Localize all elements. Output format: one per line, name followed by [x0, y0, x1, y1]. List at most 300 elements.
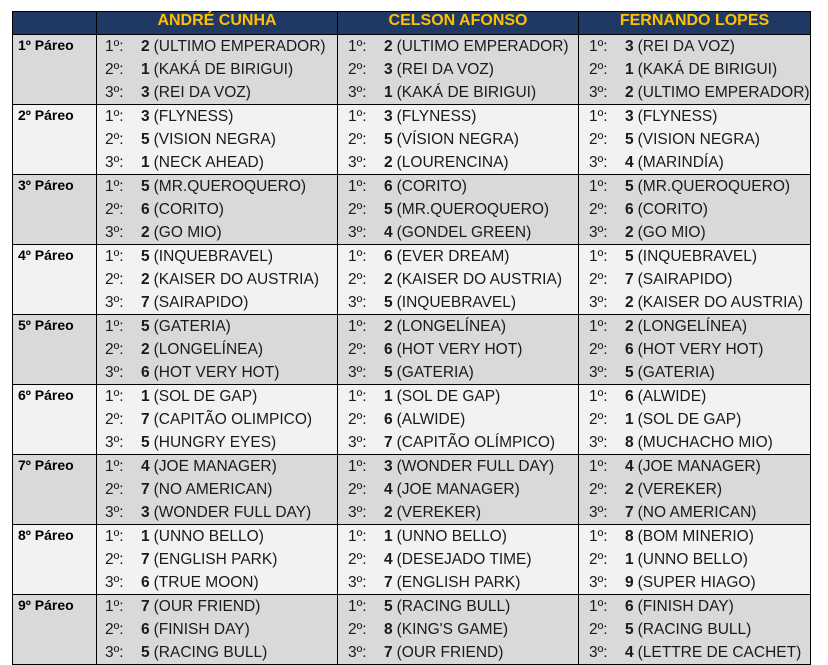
placing-label: 1º:	[589, 598, 608, 615]
horse-number: 7	[384, 644, 393, 661]
pick-line	[338, 291, 578, 314]
horse-name: (GO MIO)	[153, 224, 222, 241]
placing-label: 2º:	[348, 411, 367, 428]
placing-label: 2º:	[105, 131, 124, 148]
horse-name: (OUR FRIEND)	[153, 598, 261, 615]
placing-label: 2º:	[105, 481, 124, 498]
horse-number: 1	[625, 61, 634, 78]
horse-number: 2	[625, 224, 634, 241]
horse-number: 4	[384, 551, 393, 568]
table-row	[13, 525, 811, 595]
horse-name: (ENGLISH PARK)	[396, 574, 521, 591]
pick-line	[579, 431, 810, 454]
horse-name: (VÍSION NEGRA)	[396, 131, 519, 148]
pick-line	[97, 105, 337, 128]
placing-label: 2º:	[589, 621, 608, 638]
pick-line	[579, 595, 810, 618]
placing-label: 2º:	[589, 551, 608, 568]
pick-line	[579, 175, 810, 198]
pick-line	[338, 478, 578, 501]
pick-line	[97, 455, 337, 478]
horse-name: (LETTRE DE CACHET)	[637, 644, 802, 661]
horse-number: 7	[625, 271, 634, 288]
pick-line	[338, 408, 578, 431]
horse-number: 2	[141, 224, 150, 241]
horse-number: 6	[625, 598, 634, 615]
horse-name: (KAKÁ DE BIRIGUI)	[153, 61, 294, 78]
horse-name: (LONGELÍNEA)	[637, 318, 748, 335]
placing-label: 1º:	[589, 528, 608, 545]
horse-name: (RACING BULL)	[637, 621, 752, 638]
placing-label: 3º:	[105, 224, 124, 241]
pick-line	[97, 408, 337, 431]
horse-name: (NECK AHEAD)	[153, 154, 264, 171]
horse-name: (KAISER DO AUSTRIA)	[637, 294, 803, 311]
pick-cell	[338, 455, 579, 525]
horse-name: (MR.QUEROQUERO)	[396, 201, 550, 218]
horse-name: (FLYNESS)	[637, 108, 718, 125]
pick-line	[579, 571, 810, 594]
pick-line	[97, 338, 337, 361]
horse-name: (WONDER FULL DAY)	[153, 504, 312, 521]
pick-cell	[97, 105, 338, 175]
pick-line	[579, 478, 810, 501]
pick-line	[579, 81, 810, 104]
horse-name: (ENGLISH PARK)	[153, 551, 278, 568]
pick-line	[579, 151, 810, 174]
pick-line	[338, 151, 578, 174]
placing-label: 3º:	[589, 434, 608, 451]
pick-line	[97, 128, 337, 151]
horse-number: 1	[141, 154, 150, 171]
horse-number: 1	[625, 551, 634, 568]
placing-label: 2º:	[105, 551, 124, 568]
pick-cell	[97, 175, 338, 245]
pick-line	[579, 408, 810, 431]
pick-line	[338, 641, 578, 664]
horse-number: 1	[141, 528, 150, 545]
horse-name: (ULTIMO EMPERADOR)	[637, 84, 810, 101]
horse-name: (OUR FRIEND)	[396, 644, 504, 661]
pick-line	[97, 81, 337, 104]
pick-line	[579, 361, 810, 384]
horse-name: (TRUE MOON)	[153, 574, 259, 591]
horse-name: (MARINDÍA)	[637, 154, 724, 171]
placing-label: 1º:	[589, 108, 608, 125]
horse-name: (JOE MANAGER)	[396, 481, 520, 498]
horse-name: (SOL DE GAP)	[153, 388, 258, 405]
horse-name: (NO AMERICAN)	[637, 504, 757, 521]
horse-name: (SAIRAPIDO)	[637, 271, 733, 288]
horse-name: (FINISH DAY)	[637, 598, 734, 615]
placing-label: 2º:	[348, 131, 367, 148]
placing-label: 3º:	[348, 364, 367, 381]
horse-number: 5	[141, 178, 150, 195]
placing-label: 2º:	[348, 341, 367, 358]
placing-label: 1º:	[348, 108, 367, 125]
pick-line	[579, 198, 810, 221]
pick-line	[97, 641, 337, 664]
horse-name: (KING'S GAME)	[396, 621, 509, 638]
horse-number: 5	[625, 131, 634, 148]
horse-number: 2	[625, 481, 634, 498]
pick-line	[97, 548, 337, 571]
pick-line	[579, 618, 810, 641]
horse-number: 1	[141, 61, 150, 78]
horse-number: 3	[625, 38, 634, 55]
pick-line	[579, 58, 810, 81]
pick-line	[579, 548, 810, 571]
table-row	[13, 35, 811, 105]
header-corner	[13, 12, 97, 35]
placing-label: 1º:	[105, 458, 124, 475]
horse-number: 5	[141, 131, 150, 148]
pick-line	[338, 385, 578, 408]
placing-label: 2º:	[348, 271, 367, 288]
placing-label: 3º:	[348, 504, 367, 521]
pick-line	[97, 291, 337, 314]
horse-number: 1	[141, 388, 150, 405]
placing-label: 2º:	[348, 201, 367, 218]
horse-number: 2	[384, 504, 393, 521]
placing-label: 1º:	[589, 178, 608, 195]
horse-number: 6	[384, 341, 393, 358]
horse-name: (GATERIA)	[396, 364, 474, 381]
horse-name: (FLYNESS)	[153, 108, 234, 125]
horse-name: (LONGELÍNEA)	[396, 318, 507, 335]
pick-line	[338, 571, 578, 594]
horse-name: (HUNGRY EYES)	[153, 434, 277, 451]
race-label: 2º Páreo	[13, 105, 97, 175]
horse-number: 1	[384, 388, 393, 405]
pick-line	[97, 245, 337, 268]
placing-label: 3º:	[105, 644, 124, 661]
placing-label: 1º:	[348, 318, 367, 335]
pick-line	[338, 35, 578, 58]
placing-label: 2º:	[589, 131, 608, 148]
horse-number: 9	[625, 574, 634, 591]
pick-line	[579, 338, 810, 361]
pick-cell	[579, 175, 811, 245]
pick-cell	[338, 175, 579, 245]
horse-number: 4	[625, 458, 634, 475]
horse-number: 1	[384, 84, 393, 101]
pick-line	[97, 221, 337, 244]
placing-label: 1º:	[105, 108, 124, 125]
placing-label: 3º:	[105, 84, 124, 101]
placing-label: 2º:	[589, 271, 608, 288]
horse-name: (SOL DE GAP)	[396, 388, 501, 405]
pick-cell	[97, 525, 338, 595]
pick-line	[97, 58, 337, 81]
horse-number: 4	[625, 644, 634, 661]
horse-number: 5	[625, 621, 634, 638]
pick-cell	[338, 315, 579, 385]
horse-name: (KAKÁ DE BIRIGUI)	[637, 61, 778, 78]
horse-number: 7	[141, 294, 150, 311]
horse-name: (RACING BULL)	[153, 644, 268, 661]
horse-number: 5	[141, 318, 150, 335]
placing-label: 2º:	[589, 481, 608, 498]
pick-line	[338, 548, 578, 571]
table-row	[13, 455, 811, 525]
horse-name: (CAPITÃO OLIMPICO)	[153, 411, 313, 428]
horse-name: (NO AMERICAN)	[153, 481, 273, 498]
placing-label: 1º:	[348, 38, 367, 55]
horse-name: (GONDEL GREEN)	[396, 224, 532, 241]
horse-name: (KAISER DO AUSTRIA)	[153, 271, 319, 288]
horse-number: 2	[625, 318, 634, 335]
placing-label: 1º:	[348, 528, 367, 545]
horse-name: (INQUEBRAVEL)	[396, 294, 517, 311]
race-label: 5º Páreo	[13, 315, 97, 385]
horse-name: (RACING BULL)	[396, 598, 511, 615]
pick-line	[338, 315, 578, 338]
placing-label: 3º:	[589, 84, 608, 101]
horse-number: 6	[625, 201, 634, 218]
placing-label: 3º:	[589, 504, 608, 521]
pick-line	[97, 361, 337, 384]
race-label: 1º Páreo	[13, 35, 97, 105]
race-label: 8º Páreo	[13, 525, 97, 595]
horse-name: (VEREKER)	[637, 481, 723, 498]
horse-name: (FLYNESS)	[396, 108, 477, 125]
placing-label: 2º:	[348, 61, 367, 78]
placing-label: 3º:	[105, 294, 124, 311]
pick-cell	[338, 595, 579, 665]
pick-line	[579, 105, 810, 128]
horse-number: 2	[625, 294, 634, 311]
placing-label: 3º:	[105, 434, 124, 451]
placing-label: 1º:	[348, 388, 367, 405]
pick-cell	[97, 315, 338, 385]
horse-number: 5	[384, 294, 393, 311]
horse-name: (ULTIMO EMPERADOR)	[153, 38, 326, 55]
pick-line	[97, 525, 337, 548]
placing-label: 3º:	[348, 154, 367, 171]
horse-name: (UNNO BELLO)	[637, 551, 748, 568]
horse-number: 3	[384, 61, 393, 78]
horse-number: 2	[384, 38, 393, 55]
placing-label: 2º:	[105, 621, 124, 638]
placing-label: 2º:	[348, 481, 367, 498]
pick-line	[97, 198, 337, 221]
placing-label: 2º:	[105, 411, 124, 428]
placing-label: 2º:	[105, 271, 124, 288]
horse-number: 3	[141, 504, 150, 521]
pick-line	[97, 501, 337, 524]
horse-name: (BOM MINERIO)	[637, 528, 754, 545]
pick-line	[579, 385, 810, 408]
horse-number: 2	[141, 271, 150, 288]
horse-name: (INQUEBRAVEL)	[153, 248, 274, 265]
horse-name: (VISION NEGRA)	[153, 131, 276, 148]
horse-name: (HOT VERY HOT)	[396, 341, 523, 358]
pick-line	[579, 221, 810, 244]
placing-label: 2º:	[105, 61, 124, 78]
horse-name: (VISION NEGRA)	[637, 131, 760, 148]
pick-cell	[579, 525, 811, 595]
horse-number: 7	[141, 411, 150, 428]
horse-number: 5	[141, 434, 150, 451]
horse-name: (REI DA VOZ)	[153, 84, 251, 101]
pick-line	[579, 245, 810, 268]
placing-label: 3º:	[348, 84, 367, 101]
horse-name: (JOE MANAGER)	[153, 458, 277, 475]
pick-line	[579, 128, 810, 151]
horse-name: (GATERIA)	[153, 318, 231, 335]
pick-line	[338, 525, 578, 548]
placing-label: 2º:	[589, 411, 608, 428]
horse-name: (CORITO)	[396, 178, 467, 195]
table-row	[13, 245, 811, 315]
horse-number: 2	[384, 271, 393, 288]
horse-number: 3	[384, 458, 393, 475]
horse-number: 3	[141, 84, 150, 101]
horse-name: (KAKÁ DE BIRIGUI)	[396, 84, 537, 101]
pick-line	[97, 35, 337, 58]
pick-line	[338, 198, 578, 221]
horse-name: (LONGELÍNEA)	[153, 341, 264, 358]
horse-number: 6	[384, 178, 393, 195]
horse-number: 3	[625, 108, 634, 125]
horse-number: 5	[384, 598, 393, 615]
pick-line	[97, 618, 337, 641]
pick-cell	[579, 315, 811, 385]
horse-name: (HOT VERY HOT)	[153, 364, 280, 381]
horse-name: (LOURENCINA)	[396, 154, 509, 171]
horse-number: 2	[384, 154, 393, 171]
horse-name: (UNNO BELLO)	[153, 528, 264, 545]
pick-cell	[338, 525, 579, 595]
pick-line	[97, 315, 337, 338]
placing-label: 3º:	[589, 294, 608, 311]
pick-cell	[338, 35, 579, 105]
horse-number: 6	[141, 574, 150, 591]
pick-cell	[97, 245, 338, 315]
horse-name: (EVER DREAM)	[396, 248, 510, 265]
placing-label: 3º:	[348, 434, 367, 451]
placing-label: 2º:	[348, 621, 367, 638]
pick-line	[338, 455, 578, 478]
horse-name: (MUCHACHO MIO)	[637, 434, 773, 451]
placing-label: 1º:	[105, 178, 124, 195]
horse-name: (WONDER FULL DAY)	[396, 458, 555, 475]
predictions-table	[12, 11, 811, 665]
placing-label: 3º:	[105, 154, 124, 171]
horse-number: 6	[625, 341, 634, 358]
horse-name: (FINISH DAY)	[153, 621, 250, 638]
pick-cell	[97, 595, 338, 665]
pick-line	[97, 431, 337, 454]
pick-cell	[579, 385, 811, 455]
placing-label: 1º:	[589, 248, 608, 265]
race-label: 6º Páreo	[13, 385, 97, 455]
pick-line	[338, 245, 578, 268]
horse-name: (CORITO)	[637, 201, 708, 218]
horse-number: 7	[384, 574, 393, 591]
placing-label: 3º:	[589, 644, 608, 661]
horse-name: (GATERIA)	[637, 364, 715, 381]
horse-name: (INQUEBRAVEL)	[637, 248, 758, 265]
horse-number: 2	[141, 38, 150, 55]
table-row	[13, 595, 811, 665]
pick-cell	[338, 245, 579, 315]
pick-cell	[97, 455, 338, 525]
placing-label: 3º:	[348, 574, 367, 591]
horse-number: 5	[141, 248, 150, 265]
horse-number: 5	[625, 364, 634, 381]
placing-label: 1º:	[348, 178, 367, 195]
horse-name: (CORITO)	[153, 201, 224, 218]
table-row	[13, 105, 811, 175]
horse-number: 6	[141, 201, 150, 218]
race-label: 7º Páreo	[13, 455, 97, 525]
placing-label: 1º:	[348, 598, 367, 615]
pick-line	[338, 268, 578, 291]
pick-cell	[338, 105, 579, 175]
pick-line	[338, 81, 578, 104]
horse-number: 7	[141, 598, 150, 615]
pick-line	[338, 175, 578, 198]
pick-line	[579, 291, 810, 314]
horse-number: 5	[384, 131, 393, 148]
horse-name: (SUPER HIAGO)	[637, 574, 756, 591]
pick-line	[579, 268, 810, 291]
placing-label: 1º:	[589, 388, 608, 405]
horse-name: (DESEJADO TIME)	[396, 551, 532, 568]
horse-number: 4	[625, 154, 634, 171]
horse-name: (ALWIDE)	[637, 388, 707, 405]
placing-label: 2º:	[105, 201, 124, 218]
pick-line	[338, 501, 578, 524]
pick-line	[97, 385, 337, 408]
horse-number: 8	[625, 434, 634, 451]
placing-label: 2º:	[589, 341, 608, 358]
horse-number: 8	[384, 621, 393, 638]
horse-name: (GO MIO)	[637, 224, 706, 241]
horse-number: 3	[384, 108, 393, 125]
horse-name: (REI DA VOZ)	[637, 38, 735, 55]
pick-line	[338, 618, 578, 641]
horse-name: (REI DA VOZ)	[396, 61, 494, 78]
pick-cell	[579, 105, 811, 175]
pick-line	[338, 361, 578, 384]
placing-label: 3º:	[589, 224, 608, 241]
pick-line	[97, 268, 337, 291]
pick-cell	[338, 385, 579, 455]
pick-line	[338, 58, 578, 81]
horse-number: 4	[384, 481, 393, 498]
horse-name: (CAPITÃO OLÍMPICO)	[396, 434, 556, 451]
placing-label: 1º:	[589, 458, 608, 475]
pick-line	[97, 478, 337, 501]
race-label: 3º Páreo	[13, 175, 97, 245]
placing-label: 1º:	[348, 458, 367, 475]
horse-name: (ULTIMO EMPERADOR)	[396, 38, 569, 55]
horse-number: 4	[141, 458, 150, 475]
pick-cell	[579, 455, 811, 525]
horse-name: (SOL DE GAP)	[637, 411, 742, 428]
pick-cell	[97, 35, 338, 105]
race-label: 4º Páreo	[13, 245, 97, 315]
placing-label: 3º:	[105, 504, 124, 521]
horse-number: 5	[384, 364, 393, 381]
placing-label: 2º:	[348, 551, 367, 568]
pick-line	[97, 595, 337, 618]
pick-line	[338, 128, 578, 151]
table-row	[13, 385, 811, 455]
